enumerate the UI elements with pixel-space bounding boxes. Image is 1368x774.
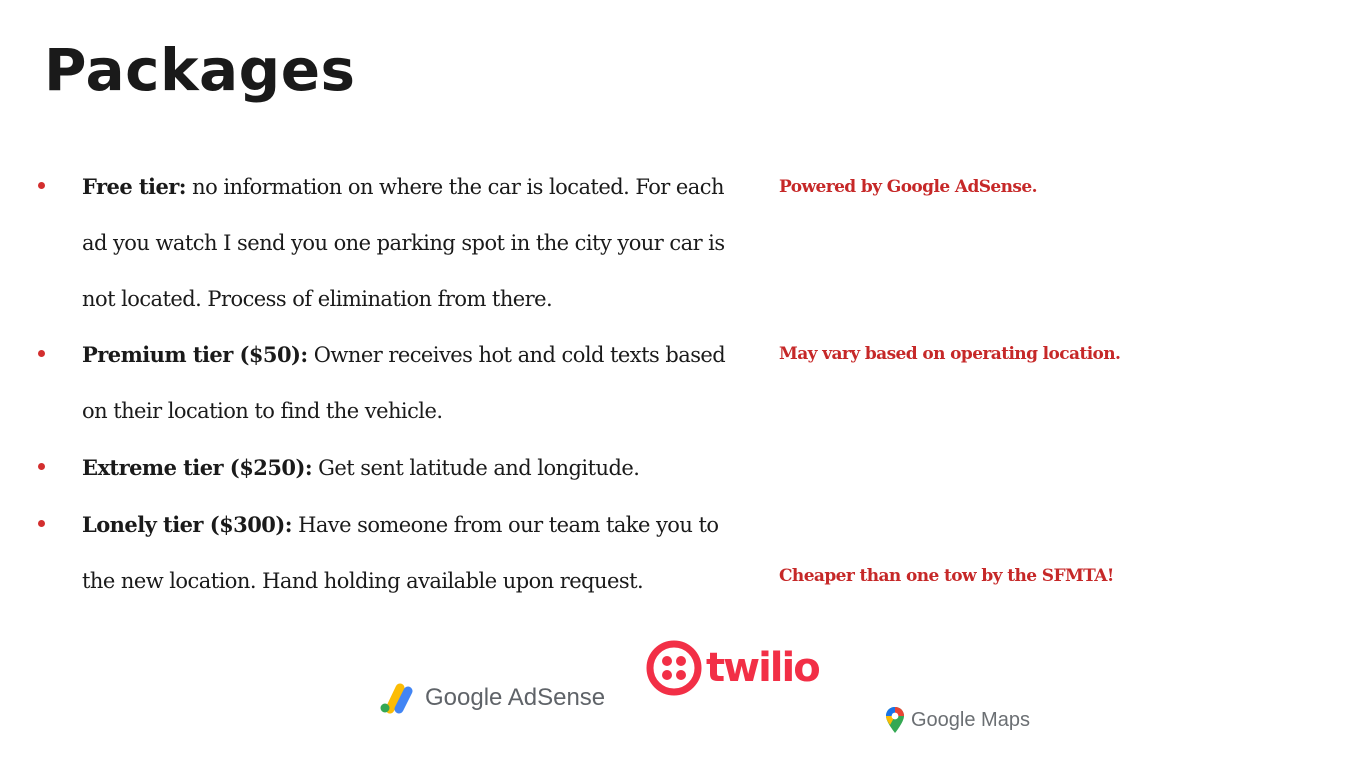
adsense-logo-text: Google AdSense [425, 684, 606, 711]
package-list [0, 159, 760, 609]
google-maps-pin-icon [885, 706, 905, 734]
package-description: Get sent latitude and longitude. [312, 455, 640, 480]
package-label: Free tier: [82, 174, 186, 199]
package-description: Have someone from our team take you to the new location. Hand holding available upon request. [82, 512, 719, 593]
slide-title: Packages [44, 36, 356, 104]
package-label: Premium tier ($50): [82, 342, 308, 368]
bullet-dot-icon [38, 463, 45, 470]
package-free-tier [0, 159, 742, 327]
package-description: Owner receives hot and cold texts based on their location to find the vehicle. [82, 343, 726, 424]
package-premium-tier [0, 327, 742, 440]
note-adsense: Powered by Google AdSense. [779, 177, 1037, 197]
package-label: Extreme tier ($250): [82, 454, 313, 480]
package-label: Lonely tier ($300): [82, 511, 292, 537]
package-extreme-tier [0, 440, 742, 497]
twilio-logo [646, 640, 819, 696]
package-description: no information on where the car is located. For each ad you watch I send you one parking spot in the city your car is not located. Process of elimination from there. [82, 175, 725, 311]
google-maps-logo [885, 706, 1030, 734]
adsense-icon [379, 682, 415, 714]
maps-logo-text: Google Maps [911, 708, 1030, 731]
note-sfmta: Cheaper than one tow by the SFMTA! [779, 566, 1114, 586]
twilio-icon [646, 640, 702, 696]
note-location: May vary based on operating location. [779, 344, 1121, 364]
bullet-dot-icon [38, 182, 45, 189]
bullet-dot-icon [38, 350, 45, 357]
google-adsense-logo [379, 682, 605, 714]
package-lonely-tier [0, 497, 742, 610]
twilio-logo-text: twilio [706, 645, 819, 691]
bullet-dot-icon [38, 520, 45, 527]
